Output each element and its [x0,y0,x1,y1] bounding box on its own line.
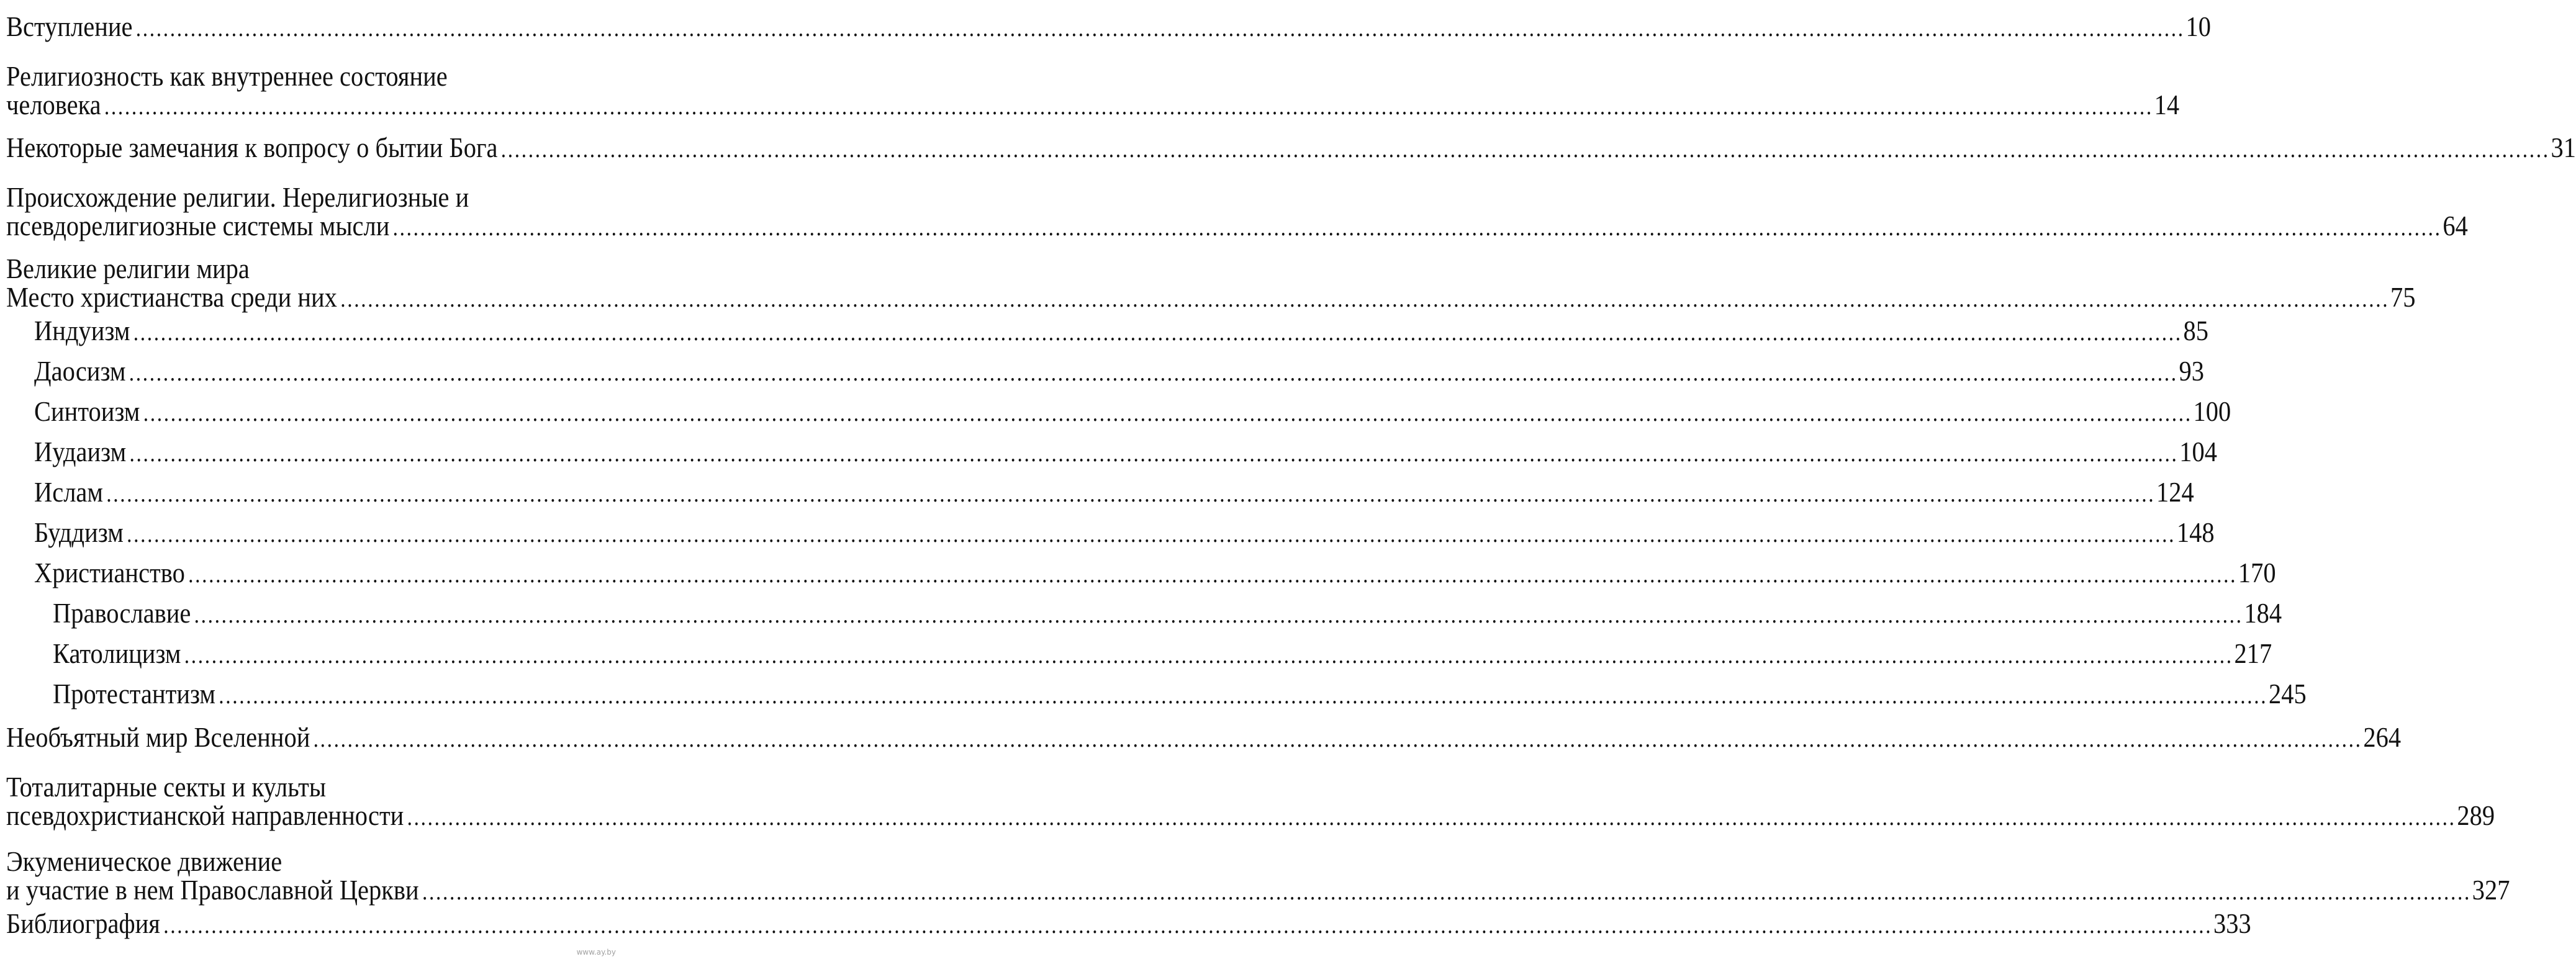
toc-page-number: 289 [2457,799,2495,831]
dot-leader: ............................................................................................................................................................................................................................................................................................................ [194,602,2243,628]
toc-entry-title: Иудаизм [34,436,127,467]
toc-entry-title: Место христианства среди них [6,281,337,313]
toc-page-number: 170 [2238,557,2276,588]
toc-entry-title: Ислам [34,476,103,508]
toc-entry-title: и участие в нем Православной Церкви [6,874,419,906]
toc-entry-title: Индуизм [34,315,130,346]
toc-entry-line [53,678,2307,710]
dot-leader: ............................................................................................................................................................................................................................................................................................................ [135,16,2185,42]
dot-leader: ............................................................................................................................................................................................................................................................................................................ [219,683,2268,709]
toc-entry-line [6,89,2180,121]
toc-entry-title: Некоторые замечания к вопросу о бытии Бога [6,132,498,163]
dot-leader: ............................................................................................................................................................................................................................................................................................................ [129,441,2179,467]
dot-leader: ............................................................................................................................................................................................................................................................................................................ [500,137,2550,163]
toc-entry-title: Религиозность как внутреннее состояние [6,60,448,92]
toc-entry-line [6,62,615,91]
toc-page-number: 64 [2443,210,2468,241]
toc-entry-title: псевдохристианской направленности [6,799,404,831]
toc-page-number: 327 [2472,874,2510,906]
dot-leader: ............................................................................................................................................................................................................................................................................................................ [313,726,2362,752]
watermark: www.ay.by [576,948,616,957]
dot-leader: ............................................................................................................................................................................................................................................................................................................ [340,286,2390,312]
dot-leader: ............................................................................................................................................................................................................................................................................................................ [127,521,2176,547]
toc-entry-line [34,395,2231,428]
toc-entry-line [6,210,2468,242]
toc-entry-line [53,637,2272,670]
dot-leader: ............................................................................................................................................................................................................................................................................................................ [407,804,2456,831]
toc-entry-line [6,799,2495,832]
toc-entry-line [6,11,2212,43]
toc-page-number: 245 [2269,678,2307,709]
toc-page-number: 14 [2154,89,2180,120]
dot-leader: ............................................................................................................................................................................................................................................................................................................ [106,481,2156,507]
toc-entry-title: Библиография [6,907,160,939]
toc-page-number: 184 [2244,597,2282,629]
toc-entry-line [6,721,2402,754]
dot-leader: ............................................................................................................................................................................................................................................................................................................ [163,912,2213,939]
toc-entry-line [53,597,2282,629]
toc-entry-line [34,516,2215,549]
toc-entry-line [6,254,615,283]
toc-entry-title: Вступление [6,11,133,42]
toc-entry-title: Буддизм [34,516,124,548]
toc-page-number: 100 [2193,395,2231,427]
dot-leader: ............................................................................................................................................................................................................................................................................................................ [184,642,2233,669]
toc-entry-title: Тоталитарные секты и культы [6,771,327,803]
dot-leader: ............................................................................................................................................................................................................................................................................................................ [129,360,2178,386]
toc-entry-line [34,476,2194,508]
toc-page-number: 75 [2390,281,2416,313]
toc-page-number: 264 [2363,721,2402,753]
toc-entry-title: псевдорелигиозные системы мысли [6,210,390,241]
toc-entry-title: человека [6,89,101,120]
toc-entry-title: Католицизм [53,637,181,669]
toc-page-number: 93 [2179,355,2205,387]
toc-entry-title: Экуменическое движение [6,845,282,877]
toc-entry-line [6,281,2416,313]
toc-entry-line [6,132,2576,164]
toc-entry-title: Происхождение религии. Нерелигиозные и [6,181,469,213]
dot-leader: ............................................................................................................................................................................................................................................................................................................ [422,879,2471,905]
toc-entry-title: Протестантизм [53,678,216,709]
toc-page-number: 333 [2213,907,2251,939]
toc-entry-line [6,183,615,212]
dot-leader: ............................................................................................................................................................................................................................................................................................................ [188,562,2238,588]
toc-page-number: 124 [2156,476,2194,508]
toc-page-number: 10 [2185,11,2212,42]
toc-entry-line [6,773,615,801]
toc-entry-line [6,907,2251,940]
toc-entry-line [34,315,2208,347]
toc-page-number: 148 [2176,516,2215,548]
dot-leader: ............................................................................................................................................................................................................................................................................................................ [392,215,2442,241]
toc-entry-line [34,436,2217,468]
dot-leader: ............................................................................................................................................................................................................................................................................................................ [143,400,2192,426]
toc-entry-title: Необъятный мир Вселенной [6,721,310,753]
toc-page-number: 85 [2183,315,2208,346]
toc-entry-line [34,355,2205,387]
toc-entry-line [6,847,615,876]
toc-entry-title: Даосизм [34,355,126,387]
toc-entry-title: Христианство [34,557,185,588]
toc-entry-line [34,557,2276,589]
toc-page-number: 217 [2234,637,2272,669]
toc-page-number: 31 [2551,132,2576,163]
dot-leader: ............................................................................................................................................................................................................................................................................................................ [104,94,2153,120]
dot-leader: ............................................................................................................................................................................................................................................................................................................ [133,320,2182,346]
toc-entry-title: Православие [53,597,191,629]
toc-entry-title: Синтоизм [34,395,140,427]
toc-entry-title: Великие религии мира [6,253,250,284]
toc-page-number: 104 [2179,436,2217,467]
toc-entry-line [6,874,2510,906]
